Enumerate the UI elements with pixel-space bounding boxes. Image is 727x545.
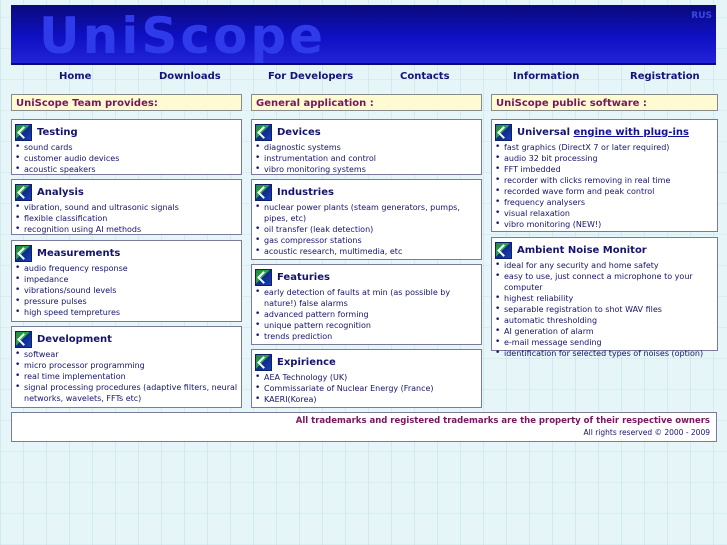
card-measurements: [11, 240, 242, 322]
engine-plugins-link[interactable]: engine with plug-ins: [573, 126, 689, 138]
list-item: • easy to use, just connect a microphone to your computer: [495, 271, 714, 293]
list-item: • early detection of faults at min (as possible by nature!) false alarms: [255, 287, 478, 309]
list-item: • advanced pattern forming: [255, 309, 478, 320]
list-item: • softwear: [15, 349, 238, 360]
list-item: • micro processor programming: [15, 360, 238, 371]
uniscope-icon: [495, 124, 512, 141]
list-item: • audio frequency response: [15, 263, 238, 274]
list-item: • vibration, sound and ultrasonic signals: [15, 202, 238, 213]
list-item: • diagnostic systems: [255, 142, 478, 153]
card-title: Devices: [277, 126, 321, 138]
list-item: • FFT imbedded: [495, 164, 714, 175]
card-title: Ambient Noise Monitor: [517, 244, 647, 256]
uniscope-icon: [255, 184, 272, 201]
card-expirience: [251, 349, 482, 408]
list-item: • pressure pulses: [15, 296, 238, 307]
site-logo: UniScope: [39, 7, 327, 65]
list-item: • sound cards: [15, 142, 238, 153]
list-item: • signal processing procedures (adaptive filters, neural networks, wavelets, FFTs etc): [15, 382, 238, 404]
card-title: Expirience: [277, 356, 336, 368]
uniscope-icon: [15, 124, 32, 141]
trademark-notice: All trademarks and registered trademarks are the property of their respective owners: [295, 416, 710, 426]
list-item: • trends prediction: [255, 331, 478, 342]
list-item: • flexible classification: [15, 213, 238, 224]
card-industries: [251, 179, 482, 260]
list-item: • acoustic research, multimedia, etc: [255, 246, 478, 257]
list-item: • automatic thresholding: [495, 315, 714, 326]
nav-information[interactable]: Information: [513, 71, 580, 82]
list-item: • AEA Technology (UK): [255, 372, 478, 383]
list-item: • KAERI(Korea): [255, 394, 478, 405]
card-title: Development: [37, 333, 112, 345]
list-item: • Commissariate of Nuclear Energy (France): [255, 383, 478, 394]
list-item: • visual relaxation: [495, 208, 714, 219]
uniscope-icon: [255, 269, 272, 286]
list-item: • frequency analysers: [495, 197, 714, 208]
uniscope-icon: [255, 124, 272, 141]
uniscope-icon: [255, 354, 272, 371]
nav-downloads[interactable]: Downloads: [159, 71, 221, 82]
card-featuries: [251, 264, 482, 345]
list-item: • oil transfer (leak detection): [255, 224, 478, 235]
card-devices: [251, 119, 482, 175]
list-item: • vibro monitoring systems: [255, 164, 478, 175]
list-item: • identification for selected types of noises (option): [495, 348, 714, 359]
footer: [11, 412, 717, 442]
list-item: • gas compressor stations: [255, 235, 478, 246]
uniscope-icon: [495, 242, 512, 259]
list-item: • nuclear power plants (steam generators, pumps, pipes, etc): [255, 202, 478, 224]
nav-for-developers[interactable]: For Developers: [268, 71, 354, 82]
card-title: Featuries: [277, 271, 330, 283]
copyright-notice: All rights reserved © 2000 - 2009: [583, 428, 710, 437]
list-item: • instrumentation and control: [255, 153, 478, 164]
list-item: • vibrations/sound levels: [15, 285, 238, 296]
card-title: Testing: [37, 126, 78, 138]
list-item: • fast graphics (DirectX 7 or later required): [495, 142, 714, 153]
uniscope-icon: [15, 245, 32, 262]
language-link[interactable]: RUS: [691, 11, 712, 21]
card-development: [11, 326, 242, 408]
list-item: • recorder with clicks removing in real time: [495, 175, 714, 186]
nav-registration[interactable]: Registration: [630, 71, 700, 82]
list-item: • AI generation of alarm: [495, 326, 714, 337]
uniscope-icon: [15, 331, 32, 348]
list-item: • vibro monitoring (NEW!): [495, 219, 714, 230]
list-item: • separable registration to shot WAV files: [495, 304, 714, 315]
list-item: • real time implementation: [15, 371, 238, 382]
header-banner: [11, 5, 716, 65]
list-item: • high speed tempretures: [15, 307, 238, 318]
list-item: • customer audio devices: [15, 153, 238, 164]
card-analysis: [11, 179, 242, 235]
column-header-team: UniScope Team provides:: [11, 94, 242, 111]
card-testing: [11, 119, 242, 175]
list-item: • e-mail message sending: [495, 337, 714, 348]
card-ambient-noise-monitor: [491, 237, 718, 358]
card-universal-engine: [491, 119, 718, 232]
column-header-application: General application :: [251, 94, 482, 111]
list-item: • recorded wave form and peak control: [495, 186, 714, 197]
list-item: • unique pattern recognition: [255, 320, 478, 331]
nav-contacts[interactable]: Contacts: [400, 71, 450, 82]
column-header-software: UniScope public software :: [491, 94, 718, 111]
main-nav: [0, 71, 727, 85]
list-item: • recognition using AI methods: [15, 224, 238, 235]
list-item: • highest reliability: [495, 293, 714, 304]
uniscope-icon: [15, 184, 32, 201]
card-title: Universal: [517, 126, 571, 138]
card-title: Analysis: [37, 186, 84, 198]
list-item: • audio 32 bit processing: [495, 153, 714, 164]
list-item: • impedance: [15, 274, 238, 285]
list-item: • ideal for any security and home safety: [495, 260, 714, 271]
nav-home[interactable]: Home: [59, 71, 92, 82]
list-item: • acoustic speakers: [15, 164, 238, 175]
card-title: Industries: [277, 186, 334, 198]
card-title: Measurements: [37, 247, 121, 259]
